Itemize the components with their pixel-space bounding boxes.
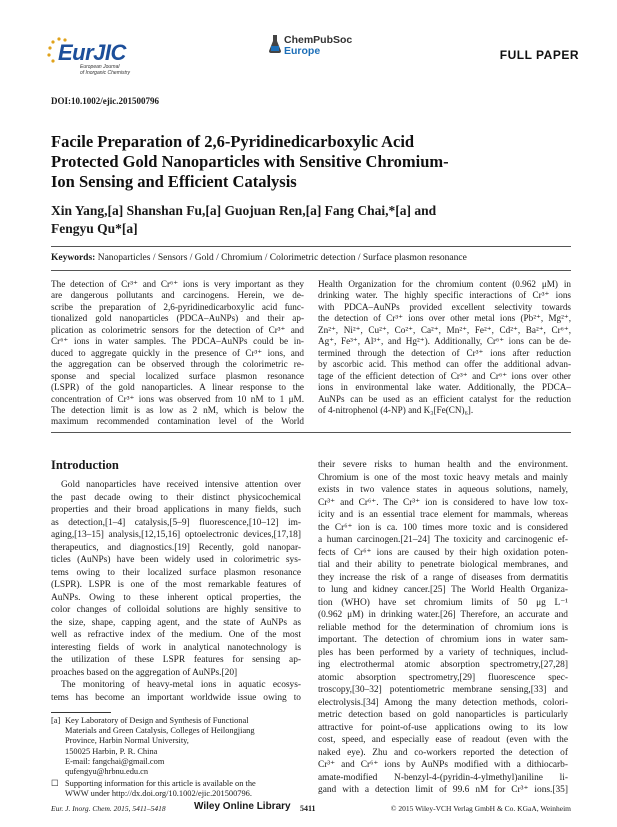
publisher-line1: ChemPubSoc bbox=[284, 34, 353, 46]
keywords-label: Keywords: bbox=[51, 253, 96, 263]
text-line: (LSPR) of the gold nanoparticles. A linear response to the bbox=[51, 382, 304, 393]
abstract-left-column bbox=[51, 279, 304, 428]
text-line: with PDCA–AuNPs provided excellent selectivity towards bbox=[318, 301, 571, 312]
text-line: they increase the risk of a range of diseases from dermatitis bbox=[318, 572, 568, 583]
text-line: by ascorbic acid. This method can offer the additional advan- bbox=[318, 359, 571, 370]
doi: DOI:10.1002/ejic.201500796 bbox=[51, 96, 159, 106]
text-line: sponse and special localized surface plasmon resonance bbox=[51, 370, 304, 381]
keywords-text: Nanoparticles / Sensors / Gold / Chromium / Colorimetric detection / Surface plasmon resonance bbox=[95, 253, 467, 263]
text-line: icity and is an essential trace element for mammals, whereas bbox=[318, 510, 568, 520]
text-line: naked eye). Zhu and co-workers reported the detection of bbox=[318, 747, 568, 758]
text-line: ions in environmental lake water. Additionally, the PDCA– bbox=[318, 382, 571, 393]
chempubsoc-flask-icon bbox=[268, 34, 282, 54]
text-line: important. The detection of chromium ions in water sam- bbox=[318, 635, 568, 645]
footer-page-number: 5411 bbox=[300, 804, 316, 813]
journal-logo bbox=[40, 32, 180, 78]
text-line: a human carcinogen.[21–24] The toxicity and carcinogenic ef- bbox=[318, 535, 568, 545]
text-line: color changes of colloidal solutions are highly sensitive to bbox=[51, 605, 301, 615]
text-line: the utilization of these LSPR features for sensing ap- bbox=[51, 655, 301, 665]
footnote-line bbox=[51, 747, 301, 757]
footnote-text: qufengyu@hrbnu.edu.cn bbox=[65, 767, 149, 777]
body-right-column bbox=[318, 459, 568, 797]
publisher-logo bbox=[268, 32, 368, 68]
abstract-right-column bbox=[318, 279, 571, 416]
paper-title: Facile Preparation of 2,6-Pyridinedicarboxylic Acid Protected Gold Nanoparticles with Sensitive Chromium- Ion Sensing and Efficient Catalysis bbox=[51, 132, 449, 191]
text-line: properties and their broad applications in many fields, such bbox=[51, 505, 301, 515]
text-line: the aggregation can be observed through the colorimetric re- bbox=[51, 359, 304, 370]
text-line: The detection of Cr³⁺ and Cr⁶⁺ ions is very important as they bbox=[51, 279, 304, 289]
text-line: gand with a detection limit of 99.6 nM for Cr³⁺ ions.[35] bbox=[318, 785, 568, 795]
text-line: the size, shape, capping agent, and the state of AuNPs as bbox=[51, 617, 301, 628]
footnote-text: WWW under http://dx.doi.org/10.1002/ejic.201500796. bbox=[65, 789, 252, 799]
footnote-affiliation bbox=[51, 716, 301, 777]
footnote-tag: ☐ bbox=[51, 779, 59, 788]
text-line: amate-modified N-benzyl-4-(pyridin-4-ylmethyl)aniline li- bbox=[318, 772, 568, 783]
footnote-rule bbox=[51, 712, 111, 713]
text-line: to lung and kidney cancer.[25] The World Health Organiza- bbox=[318, 585, 568, 595]
text-line: scribe the preparation of 2,6-pyridinedicarboxylic acid func- bbox=[51, 301, 304, 312]
text-line: interesting fields of work in analytical nanotechnology is bbox=[51, 642, 301, 653]
text-line: exists in two valence states in aqueous solutions, namely, bbox=[318, 485, 568, 495]
text-line: maximum recommended contamination level of the World bbox=[51, 416, 304, 427]
footnote-line bbox=[51, 789, 301, 799]
text-line: tionalized gold nanoparticles (PDCA–AuNPs) and their ap- bbox=[51, 313, 304, 324]
text-line: their severe risks to human health and the environment. bbox=[318, 460, 568, 470]
journal-logo-text: EurJIC bbox=[58, 40, 126, 65]
text-line: therapeutics, and diagnostics.[19] Recently, gold nanopar- bbox=[51, 542, 301, 553]
footnote-supporting-info bbox=[51, 779, 301, 799]
text-line: ticles (AuNPs) have been widely used in colorimetric sys- bbox=[51, 555, 301, 565]
text-line: tial and their ability to penetrate biological membranes, and bbox=[318, 560, 568, 570]
author-list: Xin Yang,[a] Shanshan Fu,[a] Guojuan Ren,[a] Fang Chai,*[a] and Fengyu Qu*[a] bbox=[51, 203, 437, 236]
text-line: The monitoring of heavy-metal ions in aquatic ecosys- bbox=[61, 680, 301, 690]
text-line: electrolysis.[34] Among the many detection methods, colori- bbox=[318, 697, 568, 708]
text-line: the past decade owing to their distinct physicochemical bbox=[51, 492, 301, 503]
abstract-bottom-rule bbox=[51, 432, 571, 433]
keywords-top-rule bbox=[51, 246, 571, 247]
publisher-line2: Europe bbox=[284, 45, 321, 57]
text-line: Chromium is one of the most toxic heavy metals and mainly bbox=[318, 472, 568, 483]
footnote-text: Materials and Green Catalysis, Colleges of Heilongjiang bbox=[65, 726, 255, 736]
footnote-line bbox=[51, 767, 301, 777]
text-line: the detection of Cr³⁺ ions over other metal ions (Pb²⁺, Mg²⁺, bbox=[318, 313, 571, 324]
text-line: as detection,[1–4] catalysis,[5–9] fluorescence,[10–12] im- bbox=[51, 517, 301, 528]
footnote-line bbox=[51, 716, 301, 726]
text-line: Cr³⁺ and Cr⁶⁺ ions by AuNPs modified with a dithiocarb- bbox=[318, 760, 568, 770]
text-line: Cr⁶⁺ ions in water samples. The PDCA–AuNPs could be in- bbox=[51, 336, 304, 347]
text-line: concentration of Cr³⁺ ions was observed from 10 nM to 1 μM. bbox=[51, 393, 304, 404]
body-left-column bbox=[51, 479, 301, 704]
text-line: proaches based on the aggregation of AuNPs.[20] bbox=[51, 667, 238, 678]
text-line: ples has been performed by a variety of techniques, includ- bbox=[318, 647, 568, 658]
text-line: plication as colorimetric sensors for the detection of Cr³⁺ and bbox=[51, 324, 304, 335]
footnote-line bbox=[51, 779, 301, 789]
text-line: Gold nanoparticles have received intensive attention over bbox=[61, 480, 301, 490]
article-type: FULL PAPER bbox=[499, 48, 579, 62]
text-line: atomic absorption spectrometry,[29] fluorescence spec- bbox=[318, 672, 568, 683]
text-line: Cr³⁺ and Cr⁶⁺. The Cr³⁺ ion is considered to have low tox- bbox=[318, 497, 568, 508]
text-line: well as refractive index of the medium. One of the most bbox=[51, 630, 301, 640]
text-line: tion (WHO) have set chromium limits of 50 μg L⁻¹ bbox=[318, 597, 568, 608]
text-line: drinking water. The highly specific interactions of Cr³⁺ ions bbox=[318, 290, 571, 301]
text-line: The detection limit is as low as 2 nM, which is below the bbox=[51, 404, 304, 415]
text-line: Zn²⁺, Ni²⁺, Cu²⁺, Co²⁺, Ca²⁺, Mn²⁺, Fe²⁺, Cd²⁺, Ba²⁺, Cr⁶⁺, bbox=[318, 324, 571, 335]
text-line: are dangerous pollutants and carcinogens. Herein, we de- bbox=[51, 290, 304, 301]
text-line: fects of Cr⁶⁺ ions are caused by their high oxidation poten- bbox=[318, 547, 568, 558]
footnote-text: 150025 Harbin, P. R. China bbox=[65, 746, 158, 756]
keywords bbox=[51, 253, 571, 263]
journal-logo-subtitle: European Journal of Inorganic Chemistry bbox=[80, 64, 131, 76]
section-heading-introduction: Introduction bbox=[51, 458, 119, 472]
footnote-tag: [a] bbox=[51, 716, 61, 725]
text-line: of 4-nitrophenol (4-NP) and K₃[Fe(CN)₆]. bbox=[318, 404, 474, 415]
text-line: tems has become an important worldwide issue owing to bbox=[51, 692, 301, 703]
text-line: metric detection based on gold nanoparticles is particularly bbox=[318, 710, 568, 720]
footer-wiley-online-library-link[interactable]: Wiley Online Library bbox=[194, 801, 291, 812]
footnote-line bbox=[51, 726, 301, 736]
footnote-text: E-mail: fangchai@gmail.com bbox=[65, 756, 165, 766]
footnote-line bbox=[51, 736, 301, 746]
text-line: ing electrothermal atomic absorption spectrometry,[27,28] bbox=[318, 660, 568, 670]
text-line: (0.962 μM) in drinking water.[26] Therefore, an accurate and bbox=[318, 610, 568, 620]
text-line: reliable method for the determination of chromium ions is bbox=[318, 622, 568, 633]
text-line: attractive for point-of-use applications owing to its low bbox=[318, 722, 568, 733]
text-line: tage of the efficient detection of Cr³⁺ and Cr⁶⁺ ions over other bbox=[318, 370, 571, 381]
text-line: duced to aggregate quickly in the presence of Cr³⁺ ions, and bbox=[51, 347, 304, 358]
text-line: cost, speed, and especially ease of readout (even with the bbox=[318, 735, 568, 745]
footnote-text: Key Laboratory of Design and Synthesis of Functional bbox=[65, 716, 249, 725]
text-line: AuNPs can be used as an efficient catalyst for the reduction bbox=[318, 393, 571, 404]
footer-copyright: © 2015 Wiley-VCH Verlag GmbH & Co. KGaA, Weinheim bbox=[390, 804, 571, 813]
text-line: termined through the detection of Cr³⁺ ions after reduction bbox=[318, 347, 571, 358]
text-line: aging,[13–15] analysis,[12,15,16] optoelectronic devices,[17,18] bbox=[51, 530, 301, 540]
text-line: troscopy,[30–32] potentiometric membrane sensing,[33] and bbox=[318, 685, 568, 695]
footer-citation: Eur. J. Inorg. Chem. 2015, 5411–5418 bbox=[51, 804, 166, 813]
text-line: AuNPs. Owing to these inherent optical properties, the bbox=[51, 592, 301, 603]
text-line: tems owing to their localized surface plasmon resonance bbox=[51, 567, 301, 578]
text-line: the Cr⁶⁺ ion is ca. 100 times more toxic and is considered bbox=[318, 522, 568, 533]
text-line: (LSPR). LSPR is one of the most remarkable features of bbox=[51, 580, 301, 590]
keywords-bottom-rule bbox=[51, 270, 571, 271]
text-line: Ag⁺, Fe³⁺, Al³⁺, and Hg²⁺). Additionally, Cr⁶⁺ ions can be de- bbox=[318, 336, 571, 347]
footnote-text: Province, Harbin Normal University, bbox=[65, 736, 189, 746]
footnote-text: Supporting information for this article is available on the bbox=[65, 779, 256, 788]
text-line: Health Organization for the chromium content (0.962 μM) in bbox=[318, 279, 571, 289]
footnote-line bbox=[51, 757, 301, 767]
